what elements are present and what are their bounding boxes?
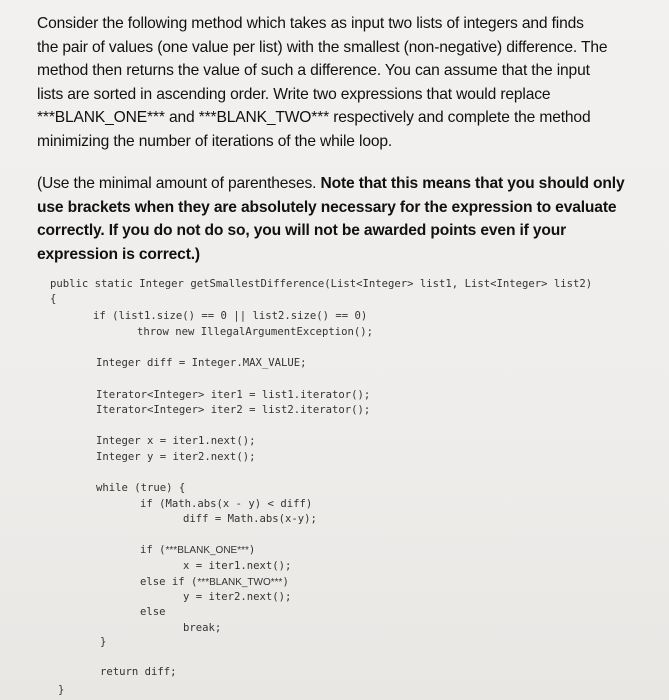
code-if-abs: if (Math.abs(x - y) < diff): [140, 498, 313, 510]
code-iter2-decl: Iterator<Integer> iter2 = list2.iterator();: [96, 404, 371, 416]
blank-two-placeholder: ***BLANK_TWO***: [197, 577, 283, 588]
note-line: expression is correct.): [37, 245, 200, 263]
code-close-while: }: [100, 636, 107, 648]
code-close-method: }: [58, 684, 65, 696]
question-line: method then returns the value of such a difference. You can assume that the input: [37, 62, 590, 79]
code-diff-assign: diff = Math.abs(x-y);: [183, 513, 317, 525]
note-line: correctly. If you do not do so, you will not be awarded points even if your: [37, 222, 567, 239]
code-x-decl: Integer x = iter1.next();: [96, 435, 256, 447]
code-token: ): [248, 544, 256, 556]
code-iter1-decl: Iterator<Integer> iter1 = list1.iterator();: [96, 389, 371, 401]
note-bold-text: Note that this means that you should only: [320, 175, 625, 192]
code-if-empty: if (list1.size() == 0 || list2.size() == 0): [93, 310, 368, 322]
note-line: [37, 172, 637, 196]
code-while: while (true) {: [96, 482, 186, 494]
blank-one-placeholder: ***BLANK_ONE***: [165, 545, 249, 556]
question-line: Consider the following method which takes as input two lists of integers and finds: [37, 15, 584, 32]
code-throw: throw new IllegalArgumentException();: [137, 326, 373, 338]
code-token: if (: [140, 544, 166, 556]
code-diff-decl: Integer diff = Integer.MAX_VALUE;: [96, 357, 307, 369]
code-break: break;: [183, 622, 222, 634]
code-x-next: x = iter1.next();: [183, 560, 292, 572]
note-line: use brackets when they are absolutely necessary for the expression to evaluate: [37, 198, 617, 216]
code-return: return diff;: [100, 666, 177, 678]
code-else: else: [140, 606, 166, 618]
code-y-decl: Integer y = iter2.next();: [96, 451, 256, 463]
question-line: ***BLANK_ONE*** and ***BLANK_TWO*** respectively and complete the method: [37, 109, 591, 126]
code-token: ): [282, 576, 289, 588]
code-signature: public static Integer getSmallestDifference(List<Integer> list1, List<Integer> list2): [50, 278, 593, 290]
code-else-if-blank-two: [140, 575, 289, 591]
question-line: lists are sorted in ascending order. Write two expressions that would replace: [37, 85, 551, 103]
question-line: the pair of values (one value per list) with the smallest (non-negative) difference. The: [37, 38, 608, 56]
question-line: minimizing the number of iterations of the while loop.: [37, 132, 393, 150]
note-normal-text: (Use the minimal amount of parentheses.: [37, 175, 321, 192]
code-open-brace: {: [50, 293, 57, 305]
code-if-blank-one: [140, 543, 255, 559]
question-paragraph: [37, 12, 637, 153]
instructions-note: [37, 172, 637, 266]
code-y-next: y = iter2.next();: [183, 591, 292, 603]
code-token: else if (: [140, 576, 198, 588]
